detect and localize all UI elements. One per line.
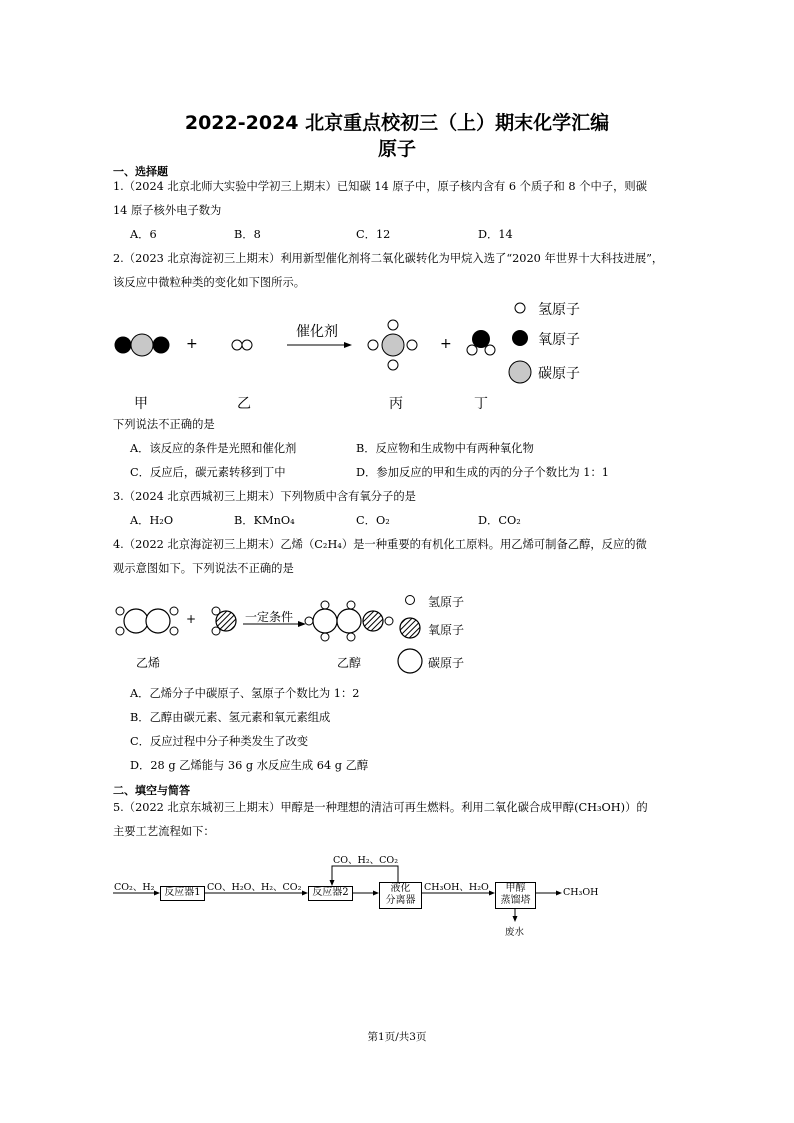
- q4-legend-oxygen: 氧原子: [428, 623, 465, 637]
- q5-stem-end: ）的: [625, 801, 648, 814]
- q5-formula: (CH₃OH): [574, 801, 626, 814]
- q3-option-a: A．H₂O: [130, 514, 174, 527]
- q4-label-ethylene: 乙烯: [136, 656, 161, 670]
- q2-legend-carbon: 碳原子: [538, 366, 580, 382]
- page-title: 2022-2024 北京重点校初三（上）期末化学汇编: [184, 112, 610, 134]
- reactor-1-box: 反应器1: [160, 886, 205, 901]
- q2-prompt: 下列说法不正确的是: [113, 418, 215, 431]
- flow-output-label: CH₃OH: [563, 887, 599, 898]
- flow-mid1-label: CO、H₂O、H₂、CO₂: [207, 882, 302, 893]
- q4-label-ethanol: 乙醇: [337, 656, 362, 670]
- q2-stem-line1: 2.（2023 北京海淀初三上期末）利用新型催化剂将二氧化碳转化为甲烷入选了“2020 年世界十大科技进展”，: [113, 252, 664, 265]
- q2-legend-oxygen: 氧原子: [538, 332, 580, 348]
- q4-option-d: D．28 g 乙烯能与 36 g 水反应生成 64 g 乙醇: [130, 759, 369, 772]
- section-heading-fill: 二、填空与简答: [113, 784, 190, 797]
- page-subtitle: 原子: [377, 138, 416, 160]
- q2-label-yi: 乙: [237, 396, 251, 412]
- q2-stem-line2: 该反应中微粒种类的变化如下图所示。: [113, 276, 306, 289]
- q3-option-b: B．KMnO₄: [234, 514, 295, 527]
- q1-stem-line2: 14 原子核外电子数为: [113, 204, 222, 217]
- q2-plus-1: +: [186, 336, 198, 352]
- q2-legend-hydrogen: 氢原子: [538, 302, 580, 318]
- q4-option-a: A．乙烯分子中碳原子、氢原子个数比为 1：2: [130, 687, 360, 700]
- q2-label-ding: 丁: [474, 396, 488, 412]
- q4-option-c: C．反应过程中分子种类发生了改变: [130, 735, 309, 748]
- q4-plus: +: [186, 612, 197, 626]
- flow-waste-label: 废水: [505, 927, 525, 938]
- section-heading-choice: 一、选择题: [113, 165, 168, 178]
- q2-option-d: D．参加反应的甲和生成的丙的分子个数比为 1：1: [356, 466, 609, 479]
- q1-option-d: D．14: [478, 228, 513, 241]
- q1-option-c: C．12: [356, 228, 391, 241]
- q3-option-d: D．CO₂: [478, 514, 521, 527]
- q3-stem: 3.（2024 北京西城初三上期末）下列物质中含有氧分子的是: [113, 490, 416, 503]
- q4-arrow-label: 一定条件: [245, 610, 294, 624]
- q5-stem-text: 5.（2022 北京东城初三上期末）甲醇是一种理想的清洁可再生燃料。利用二氧化碳合成甲醇: [113, 801, 575, 814]
- q2-option-c: C．反应后，碳元素转移到丁中: [130, 466, 286, 479]
- q2-option-b: B．反应物和生成物中有两种氧化物: [356, 442, 534, 455]
- distillation-tower-box: [495, 882, 536, 909]
- q1-option-b: B．8: [234, 228, 261, 241]
- q1-stem-line1: 1.（2024 北京北师大实验中学初三上期末）已知碳 14 原子中，原子核内含有 6 个质子和 8 个中子，则碳: [113, 180, 647, 193]
- q5-stem-line2: 主要工艺流程如下：: [113, 825, 215, 838]
- flow-mid2-label: CH₃OH、H₂O: [424, 882, 489, 893]
- page-footer: 第1页/共3页: [367, 1031, 427, 1043]
- q4-stem-line2: 观示意图如下。下列说法不正确的是: [113, 562, 294, 575]
- flow-recycle-label: CO、H₂、CO₂: [333, 855, 399, 866]
- q2-arrow-label: 催化剂: [296, 324, 338, 340]
- q3-option-c: C．O₂: [356, 514, 390, 527]
- q1-option-a: A．6: [130, 228, 157, 241]
- q4-option-b: B．乙醇由碳元素、氢元素和氧元素组成: [130, 711, 331, 724]
- q2-label-bing: 丙: [389, 396, 403, 412]
- reactor-2-box: 反应器2: [308, 886, 353, 901]
- q4-legend-hydrogen: 氢原子: [428, 595, 465, 609]
- q4-legend-carbon: 碳原子: [428, 656, 465, 670]
- q2-plus-2: +: [440, 336, 452, 352]
- separator-label-1: 液化: [390, 883, 411, 894]
- separator-box: [379, 882, 422, 909]
- tower-label-2: 蒸馏塔: [500, 895, 531, 906]
- tower-label-1: 甲醇: [505, 883, 526, 894]
- q4-stem-line1: 4.（2022 北京海淀初三上期末）乙烯（C₂H₄）是一种重要的有机化工原料。用乙烯可制备乙醇，反应的微: [113, 538, 647, 551]
- q2-label-jia: 甲: [134, 396, 148, 412]
- q2-option-a: A．该反应的条件是光照和催化剂: [130, 442, 297, 455]
- flow-input-label: CO₂、H₂: [114, 882, 155, 893]
- separator-label-2: 分离器: [385, 895, 416, 906]
